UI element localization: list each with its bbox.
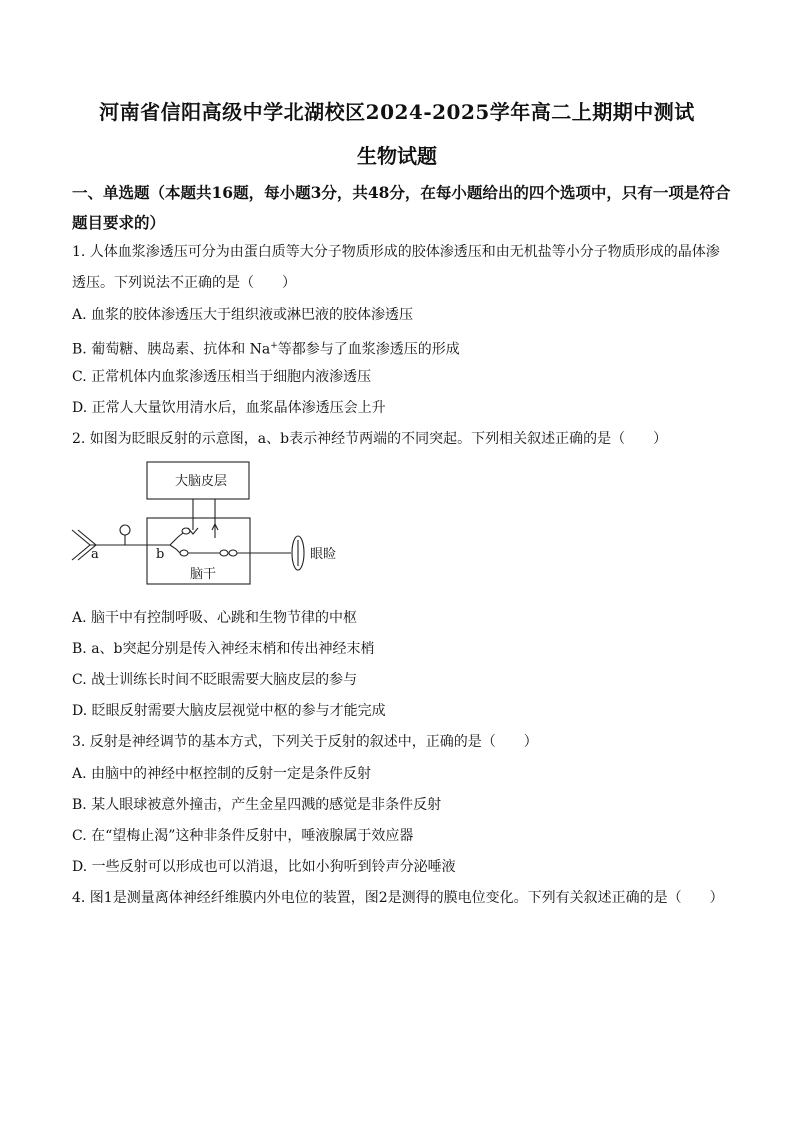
- q2-option-a: A. 脑干中有控制呼吸、心跳和生物节律的中枢: [72, 610, 358, 626]
- ganglion: [120, 525, 130, 535]
- eyelid-label: 眼睑: [310, 547, 337, 562]
- blink-reflex-diagram: [70, 460, 370, 590]
- label-b: b: [156, 547, 165, 562]
- q1-option-c: C. 正常机体内血浆渗透压相当于细胞内液渗透压: [72, 369, 372, 385]
- cortex-label: 大脑皮层: [175, 474, 228, 489]
- q2-option-b: B. a、b突起分别是传入神经末梢和传出神经末梢: [72, 641, 375, 657]
- q4-stem: 4. 图1是测量离体神经纤维膜内外电位的装置，图2是测得的膜电位变化。下列有关叙述正确的是（ ）: [72, 890, 724, 906]
- exam-subtitle: 生物试题: [357, 144, 437, 168]
- q1-stem-line2: 透压。下列说法不正确的是（ ）: [72, 275, 296, 291]
- q3-option-c: C. 在“望梅止渴”这种非条件反射中，唾液腺属于效应器: [72, 828, 414, 844]
- q2-stem: 2. 如图为眨眼反射的示意图，a、b表示神经节两端的不同突起。下列相关叙述正确的是（ ）: [72, 431, 668, 447]
- q1-option-a: A. 血浆的胶体渗透压大于组织液或淋巴液的胶体渗透压: [72, 307, 414, 323]
- q3-option-b: B. 某人眼球被意外撞击，产生金星四溅的感觉是非条件反射: [72, 797, 442, 813]
- exam-title: 河南省信阳高级中学北湖校区2024-2025学年高二上期期中测试: [99, 100, 695, 124]
- q3-stem: 3. 反射是神经调节的基本方式，下列关于反射的叙述中，正确的是（ ）: [72, 734, 538, 750]
- q1-option-b-pre: B. 葡萄糖、胰岛素、抗体和 Na: [72, 341, 271, 358]
- q1-option-b-post: 等都参与了血浆渗透压的形成: [277, 341, 460, 358]
- q1-option-d: D. 正常人大量饮用清水后，血浆晶体渗透压会上升: [72, 400, 386, 416]
- q1-option-b-sup: +: [270, 341, 278, 351]
- q2-option-d: D. 眨眼反射需要大脑皮层视觉中枢的参与才能完成: [72, 703, 386, 719]
- brainstem-label: 脑干: [190, 567, 217, 582]
- section-heading: 一、单选题（本题共16题，每小题3分，共48分，在每小题给出的四个选项中，只有一项是符合题目要求的）: [72, 183, 731, 232]
- q2-option-c: C. 战士训练长时间不眨眼需要大脑皮层的参与: [72, 672, 358, 688]
- q3-option-d: D. 一些反射可以形成也可以消退，比如小狗听到铃声分泌唾液: [72, 859, 456, 875]
- q1-stem-line1: 1. 人体血浆渗透压可分为由蛋白质等大分子物质形成的胶体渗透压和由无机盐等小分子物质形成的晶体渗: [72, 244, 720, 260]
- receptor-fork: [72, 530, 90, 560]
- q3-option-a: A. 由脑中的神经中枢控制的反射一定是条件反射: [72, 766, 372, 782]
- label-a: a: [91, 547, 99, 562]
- q1-option-b: [72, 336, 460, 360]
